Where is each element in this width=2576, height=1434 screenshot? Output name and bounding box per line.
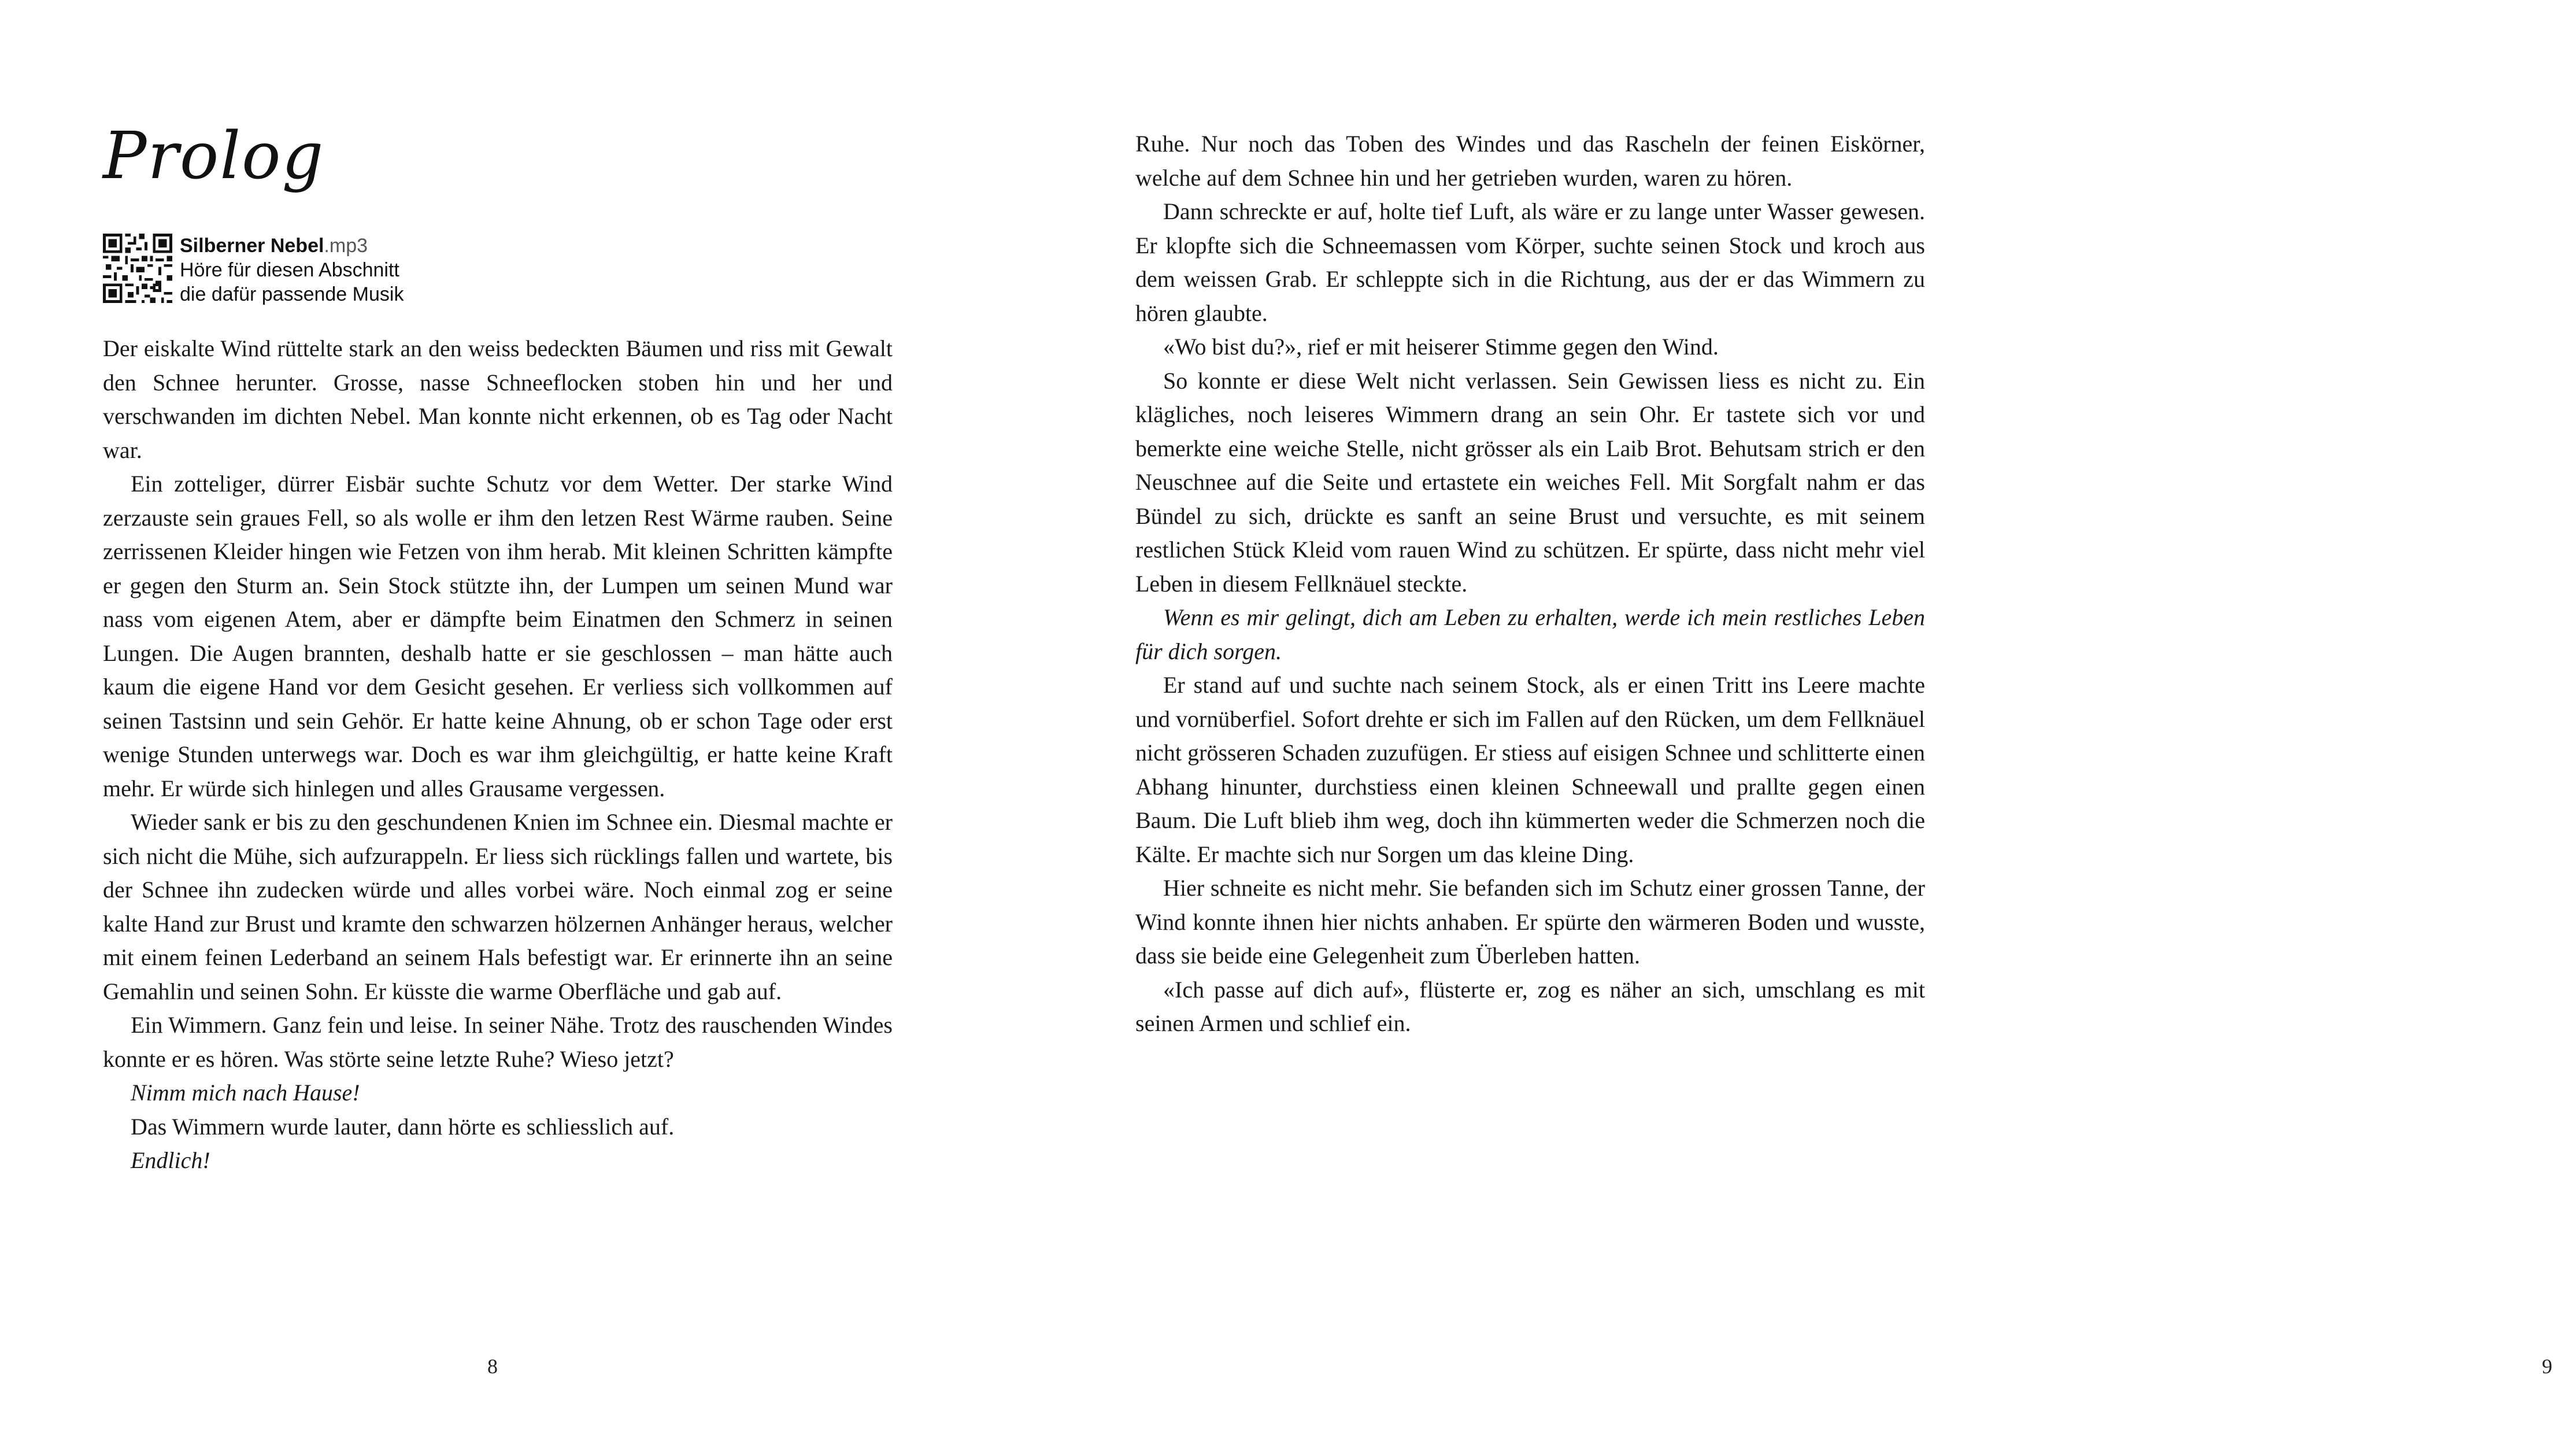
music-title[interactable]: Silberner Nebel xyxy=(180,235,324,257)
paragraph: «Wo bist du?», rief er mit heiserer Stimme gegen den Wind. xyxy=(1163,334,1719,360)
qr-code-icon[interactable] xyxy=(103,234,172,303)
music-hint-line-1: Höre für diesen Abschnitt xyxy=(180,259,399,281)
left-page xyxy=(0,0,1011,1434)
chapter-title: Prolog xyxy=(103,119,325,194)
paragraph: Ruhe. Nur noch das Toben des Windes und das Rascheln der feinen Eiskörner, welche auf dem Schnee hin und her getrieben wurden, waren zu hören. xyxy=(1135,131,1925,191)
page-number: 9 xyxy=(2542,1355,2552,1378)
music-extension: .mp3 xyxy=(324,235,368,257)
right-body-text-block xyxy=(1135,127,1925,1041)
paragraph: Das Wimmern wurde lauter, dann hörte es schliesslich auf. xyxy=(131,1113,675,1140)
music-info xyxy=(180,234,504,306)
paragraph: Ein zotteliger, dürrer Eisbär suchte Schutz vor dem Wetter. Der starke Wind zerzauste sein graues Fell, so als wolle er ihm den letzen Rest Wärme rauben. Seine zerrissenen Kleider hingen wie Fetzen von ihm herab. Mit kleinen Schritten kämpfte er gegen den Sturm an. Sein Stock stützte ihn, der Lumpen um seinen Mund war nass vom eigenen Atem, aber er dämpfte beim Einatmen den Schmerz in seinen Lungen. Die Augen brannten, deshalb hatte er sie geschlossen – man hätte auch kaum die eigene Hand vor dem Gesicht gesehen. Er verliess sich vollkommen auf seinen Tastsinn und sein Gehör. Er hatte keine Ahnung, ob er schon Tage oder erst wenige Stunden unterwegs war. Doch es war ihm gleichgültig, er hatte keine Kraft mehr. Er würde sich hinlegen und alles Grausame vergessen. xyxy=(103,471,893,801)
left-body-text xyxy=(103,332,893,1178)
italic-thought: Wenn es mir gelingt, dich am Leben zu erhalten, werde ich mein restliches Leben für dich sorgen. xyxy=(1135,604,1925,664)
paragraph: «Ich passe auf dich auf», flüsterte er, zog es näher an sich, umschlang es mit seinen Armen und schlief ein. xyxy=(1135,976,1925,1036)
italic-thought: Nimm mich nach Hause! xyxy=(131,1080,360,1106)
music-hint-line-2: die dafür passende Musik xyxy=(180,283,404,305)
paragraph: Ein Wimmern. Ganz fein und leise. In seiner Nähe. Trotz des rauschenden Windes konnte er es hören. Was störte seine letzte Ruhe? Wieso jetzt? xyxy=(103,1012,893,1072)
paragraph: Wieder sank er bis zu den geschundenen Knien im Schnee ein. Diesmal machte er sich nicht die Mühe, sich aufzurappeln. Er liess sich rücklings fallen und wartete, bis der Schnee ihn zudecken würde und alles vorbei wäre. Noch einmal zog er seine kalte Hand zur Brust und kramte den schwarzen hölzernen Anhänger heraus, welcher mit einem feinen Lederband an seinem Hals befestigt war. Er erinnerte ihn an seine Gemahlin und seinen Sohn. Er küsste die warme Oberfläche und gab auf. xyxy=(103,809,893,1004)
page-number: 8 xyxy=(487,1355,498,1378)
paragraph: Hier schneite es nicht mehr. Sie befanden sich im Schutz einer grossen Tanne, der Wind konnte ihnen hier nichts anhaben. Er spürte den wärmeren Boden und wusste, dass sie beide eine Gelegenheit zum Überleben hatten. xyxy=(1135,875,1925,969)
paragraph: Er stand auf und suchte nach seinem Stock, als er einen Tritt ins Leere machte und vornüberfiel. Sofort drehte er sich im Fallen auf den Rücken, um dem Fellknäuel nicht grösseren Schaden zuzufügen. Er stiess auf eisigen Schnee und schlitterte einen Abhang hinunter, durchstiess einen kleinen Schneewall und prallte gegen einen Baum. Die Luft blieb ihm weg, doch ihn kümmerten weder die Schmerzen noch die Kälte. Er machte sich nur Sorgen um das kleine Ding. xyxy=(1135,672,1925,867)
italic-thought: Endlich! xyxy=(131,1147,210,1173)
paragraph: Der eiskalte Wind rüttelte stark an den weiss bedeckten Bäumen und riss mit Gewalt den Schnee herunter. Grosse, nasse Schneeflocken stoben hin und her und verschwanden im dichten Nebel. Man konnte nicht erkennen, ob es Tag oder Nacht war. xyxy=(103,335,893,463)
music-title-line xyxy=(180,234,504,258)
paragraph: So konnte er diese Welt nicht verlassen. Sein Gewissen liess es nicht zu. Ein klägliches, noch leiseres Wimmern drang an sein Ohr. Er tastete sich vor und bemerkte eine weiche Stelle, nicht grösser als ein Laib Brot. Behutsam strich er den Neuschnee auf die Seite und ertastete ein weiches Fell. Mit Sorgfalt nahm er das Bündel zu sich, drückte es sanft an seine Brust und versuchte, es mit seinem restlichen Stück Kleid vom rauen Wind zu schützen. Er spürte, dass nicht mehr viel Leben in diesem Fellknäuel steckte. xyxy=(1135,367,1925,597)
paragraph: Dann schreckte er auf, holte tief Luft, als wäre er zu lange unter Wasser gewesen. Er klopfte sich die Schneemassen vom Körper, suchte seinen Stock und kroch aus dem weissen Grab. Er schleppte sich in die Richtung, aus der er das Wimmern zu hören glaubte. xyxy=(1135,198,1925,326)
